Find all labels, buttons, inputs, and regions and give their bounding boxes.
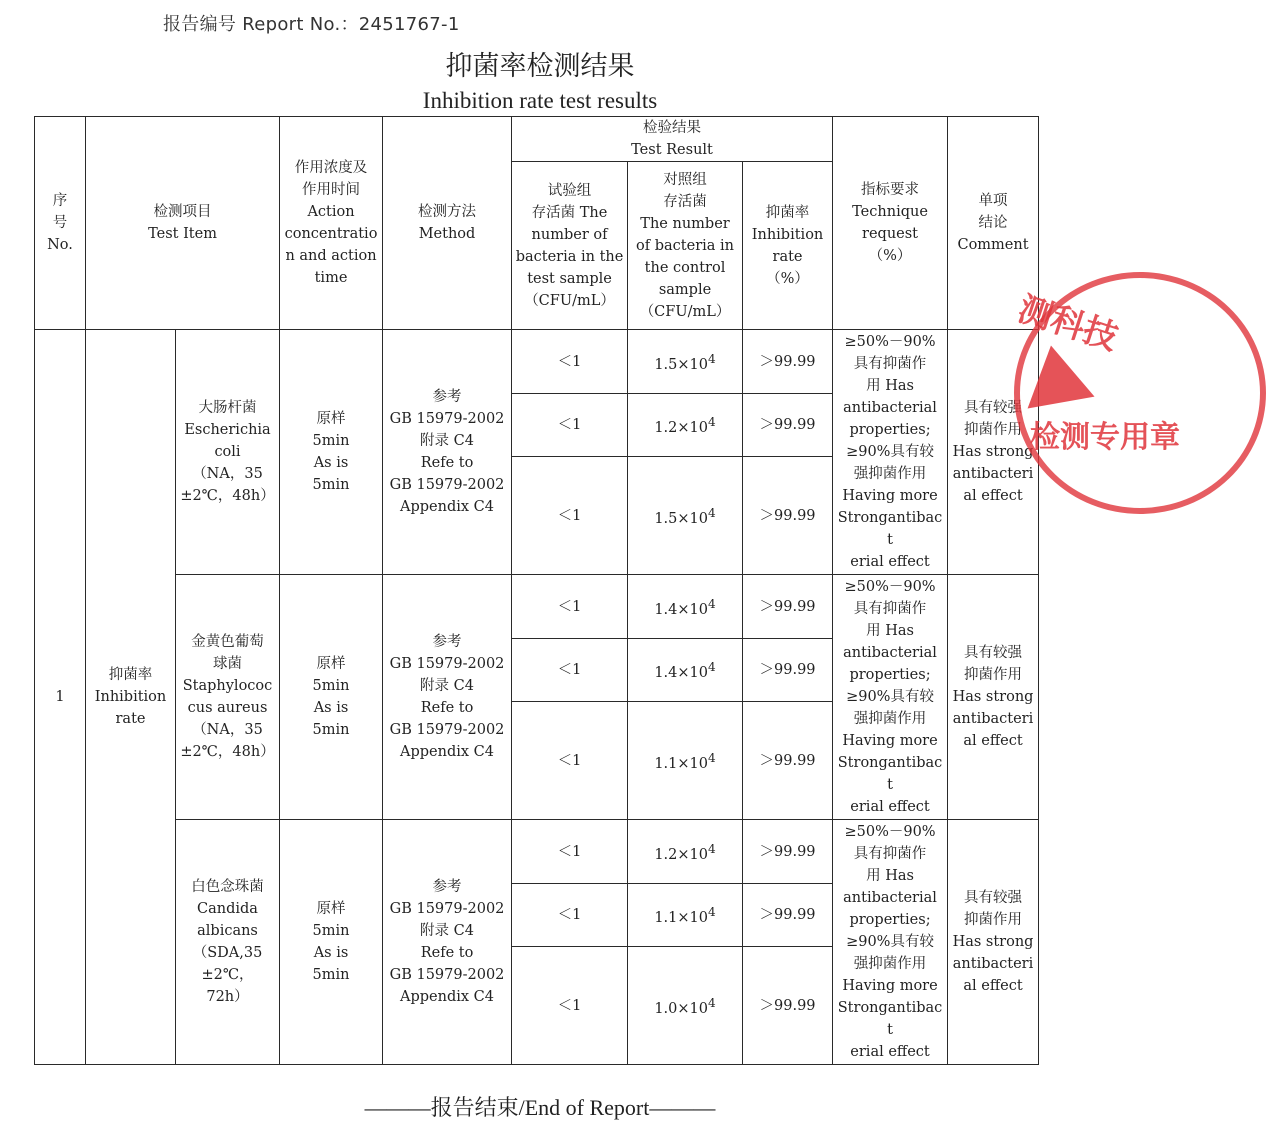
report-number: 报告编号 Report No.：2451767-1 xyxy=(163,14,460,35)
technique-requirement: ≥50%－90% 具有抑菌作 用 Has antibacterial properties; ≥90%具有较 强抑菌作用 Having more Strongantibact erial effect xyxy=(833,575,948,820)
header-requirement: 指标要求 Technique request （%） xyxy=(833,117,948,330)
header-no: 序 号 No. xyxy=(35,117,86,330)
header-row-1 xyxy=(35,117,1039,162)
inhibition-rate-value: ＞99.99 xyxy=(743,820,833,884)
control-sample-value: $1.5\times 10^4$ xyxy=(628,457,743,575)
control-sample-value: $1.1\times 10^4$ xyxy=(628,702,743,820)
header-comment: 单项 结论 Comment xyxy=(948,117,1039,330)
inhibition-rate-value: ＞99.99 xyxy=(743,702,833,820)
inhibition-rate-value: ＞99.99 xyxy=(743,639,833,702)
control-sample-value: $1.2\times 10^4$ xyxy=(628,394,743,457)
action-concentration: 原样 5min As is 5min xyxy=(280,330,383,575)
header-test-item: 检测项目 Test Item xyxy=(86,117,280,330)
header-method: 检测方法 Method xyxy=(383,117,512,330)
comment: 具有较强 抑菌作用 Has strong antibacteri al effect xyxy=(948,575,1039,820)
test-sample-value: ＜1 xyxy=(512,394,628,457)
test-sample-value: ＜1 xyxy=(512,330,628,394)
technique-requirement: ≥50%－90% 具有抑菌作 用 Has antibacterial properties; ≥90%具有较 强抑菌作用 Having more Strongantibact erial effect xyxy=(833,330,948,575)
seal-text-bottom: 检测专用章 xyxy=(1030,420,1180,455)
header-test-sample: 试验组 存活菌 The number of bacteria in the test sample （CFU/mL） xyxy=(512,162,628,330)
inhibition-rate-value: ＞99.99 xyxy=(743,575,833,639)
results-table xyxy=(34,116,1039,1065)
test-sample-value: ＜1 xyxy=(512,575,628,639)
header-inhibition-rate: 抑菌率 Inhibition rate （%） xyxy=(743,162,833,330)
inhibition-rate-value: ＞99.99 xyxy=(743,457,833,575)
test-sample-value: ＜1 xyxy=(512,820,628,884)
technique-requirement: ≥50%－90% 具有抑菌作 用 Has antibacterial properties; ≥90%具有较 强抑菌作用 Having more Strongantibact erial effect xyxy=(833,820,948,1065)
table-row xyxy=(35,330,1039,394)
table-row xyxy=(35,575,1039,639)
organism-name: 金黄色葡萄 球菌 Staphylococ cus aureus （NA，35 ±2℃，48h） xyxy=(176,575,280,820)
control-sample-value: $1.2\times 10^4$ xyxy=(628,820,743,884)
test-sample-value: ＜1 xyxy=(512,457,628,575)
inhibition-rate-value: ＞99.99 xyxy=(743,947,833,1065)
control-sample-value: $1.0\times 10^4$ xyxy=(628,947,743,1065)
seal-text-top: 测科技 xyxy=(1013,289,1123,359)
control-sample-value: $1.4\times 10^4$ xyxy=(628,575,743,639)
header-concentration: 作用浓度及 作用时间 Action concentratio n and action time xyxy=(280,117,383,330)
comment: 具有较强 抑菌作用 Has strong antibacteri al effect xyxy=(948,330,1039,575)
test-sample-value: ＜1 xyxy=(512,884,628,947)
control-sample-value: $1.4\times 10^4$ xyxy=(628,639,743,702)
test-sample-value: ＜1 xyxy=(512,702,628,820)
action-concentration: 原样 5min As is 5min xyxy=(280,575,383,820)
table-row xyxy=(35,820,1039,884)
header-test-result: 检验结果 Test Result xyxy=(512,117,833,162)
title-english: Inhibition rate test results xyxy=(422,88,658,113)
official-seal-stamp xyxy=(1014,272,1266,514)
inhibition-rate-value: ＞99.99 xyxy=(743,884,833,947)
row-number: 1 xyxy=(35,330,86,1065)
inhibition-rate-value: ＞99.99 xyxy=(743,330,833,394)
test-sample-value: ＜1 xyxy=(512,947,628,1065)
organism-name: 大肠杆菌 Escherichia coli （NA，35 ±2℃，48h） xyxy=(176,330,280,575)
test-method: 参考 GB 15979-2002 附录 C4 Refe to GB 15979-2002 Appendix C4 xyxy=(383,330,512,575)
control-sample-value: $1.1\times 10^4$ xyxy=(628,884,743,947)
item-name: 抑菌率 Inhibition rate xyxy=(86,330,176,1065)
inhibition-rate-value: ＞99.99 xyxy=(743,394,833,457)
control-sample-value: $1.5\times 10^4$ xyxy=(628,330,743,394)
comment: 具有较强 抑菌作用 Has strong antibacteri al effect xyxy=(948,820,1039,1065)
action-concentration: 原样 5min As is 5min xyxy=(280,820,383,1065)
header-control-sample: 对照组 存活菌 The number of bacteria in the control sample （CFU/mL） xyxy=(628,162,743,330)
test-method: 参考 GB 15979-2002 附录 C4 Refe to GB 15979-2002 Appendix C4 xyxy=(383,575,512,820)
end-of-report: ———报告结束/End of Report——— xyxy=(364,1095,716,1120)
test-sample-value: ＜1 xyxy=(512,639,628,702)
test-method: 参考 GB 15979-2002 附录 C4 Refe to GB 15979-2002 Appendix C4 xyxy=(383,820,512,1065)
organism-name: 白色念珠菌 Candida albicans （SDA,35 ±2℃， 72h） xyxy=(176,820,280,1065)
title-chinese: 抑菌率检测结果 xyxy=(445,51,635,82)
